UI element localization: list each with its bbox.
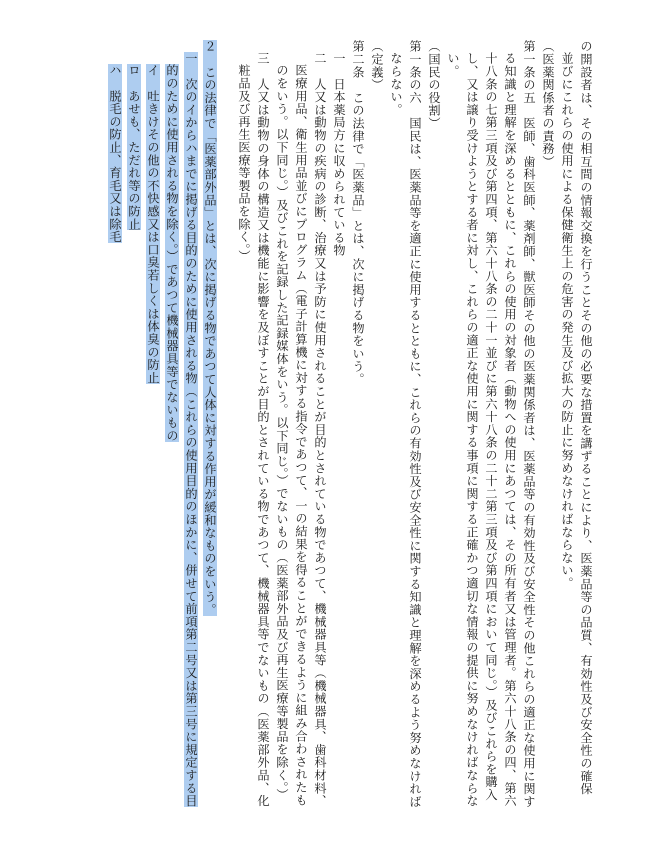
column-text: 医療用品、衛生用品並びにプログラム（電子計算機に対する指令であつて、一の結果を得ることができるように組み合わされたも [294, 64, 308, 807]
column-text: ならない。 [389, 52, 403, 116]
column-text: （定義） [370, 40, 384, 92]
highlighted-text: ２ この法律で「医薬部外品」とは、次に掲げる物であつて人体に対する作用が緩和なものをいう。 [203, 40, 217, 616]
highlighted-text: イ 吐きけその他の不快感又は口臭若しくは体臭の防止 [146, 64, 160, 384]
column-text: のをいう。以下同じ。）及びこれを記録した記録媒体をいう。以下同じ。）でないもの（医薬部外品及び再生医療等製品を除く。） [275, 64, 289, 801]
text-column [144, 64, 162, 384]
highlighted-text: 的のために使用される物を除く。）であつて機械器具等でないもの [165, 64, 179, 442]
text-column [182, 52, 200, 807]
text-column [292, 64, 310, 806]
column-text: （医薬関係者の責務） [541, 40, 555, 168]
text-column [163, 64, 181, 442]
highlighted-text: ハ 脱毛の防止、育毛又は除毛 [108, 64, 122, 244]
column-text: し、又は譲り受けようとする者に対し、これらの適正な使用に関する事項に関する正確かつ適切な情報の提供に努めなければならな [465, 52, 479, 808]
text-column [444, 52, 462, 78]
text-column [201, 40, 219, 616]
column-text: 第一条の五 医師、歯科医師、薬剤師、獣医師その他の医薬関係者は、医薬品等の有効性及び安全性その他これらの適正な使用に関す [522, 40, 536, 808]
text-column [425, 40, 443, 130]
highlighted-text: ロ あせも、ただれ等の防止 [127, 64, 141, 231]
text-column [330, 52, 348, 257]
text-column [368, 40, 386, 91]
text-column [387, 52, 405, 116]
text-column [106, 64, 124, 243]
text-column [539, 40, 557, 168]
text-column [349, 40, 367, 386]
column-text: る知識と理解を深めるとともに、これらの使用の対象者（動物への使用にあつては、その所有者又は管理者。第六十八条の四、第六 [503, 52, 517, 808]
highlighted-text: 一 次のイからハまでに掲げる目的のために使用される物（これらの使用目的のほかに、併せて前項第二号又は第三号に規定する目 [184, 52, 198, 808]
column-text: 第二条 この法律で「医薬品」とは、次に掲げる物をいう。 [351, 40, 365, 386]
column-text: 十八条の七第三項及び第四項、第六十八条の二十一並びに第六十八条の二十二第三項及び第四項において同じ。）及びこれらを購入 [484, 52, 498, 802]
column-text: 一 日本薬局方に収められている物 [332, 52, 346, 257]
column-text: （国民の役割） [427, 40, 441, 130]
column-text: 並びにこれらの使用による保健衛生上の危害の発生及び拡大の防止に努めなければならない。 [560, 52, 574, 590]
text-column [125, 64, 143, 230]
column-text: 粧品及び再生医療等製品を除く。） [237, 64, 251, 263]
text-column [235, 64, 253, 263]
column-text: 二 人又は動物の疾病の診断、治療又は予防に使用されることが目的とされている物であつて、機械器具等（機械器具、歯科材料、 [313, 52, 327, 808]
text-column [482, 52, 500, 801]
text-column [577, 40, 595, 795]
column-text: い。 [446, 52, 460, 78]
column-text: 第一条の六 国民は、医薬品等を適正に使用するとともに、これらの有効性及び安全性に関する知識と理解を深めるよう努めなければ [408, 40, 422, 808]
text-column [558, 52, 576, 590]
column-text: 三 人又は動物の身体の構造又は機能に影響を及ぼすことが目的とされている物であつて、機械器具等でないもの（医薬部外品、化 [256, 52, 270, 808]
text-column [463, 52, 481, 807]
column-text: の開設者は、その相互間の情報交換を行うことその他の必要な措置を講ずることにより、医薬品等の品質、有効性及び安全性の確保 [579, 40, 593, 796]
text-column [311, 52, 329, 807]
text-column [273, 64, 291, 801]
text-column [406, 40, 424, 808]
text-column [520, 40, 538, 808]
text-column [501, 52, 519, 807]
text-column [254, 52, 272, 807]
